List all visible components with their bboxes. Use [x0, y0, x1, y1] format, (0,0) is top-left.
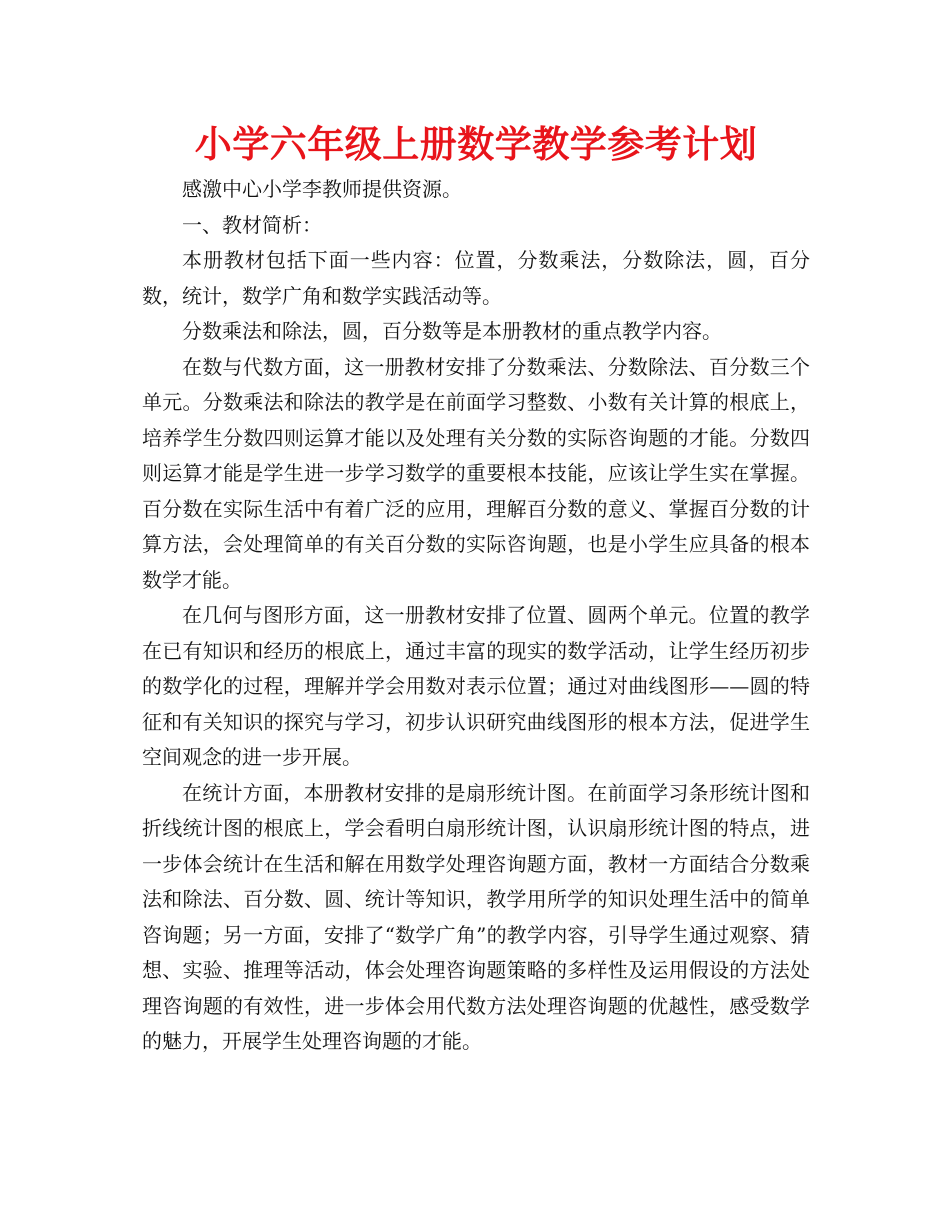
paragraph-number-algebra: 在数与代数方面，这一册教材安排了分数乘法、分数除法、百分数三个单元。分数乘法和除法的教学是在前面学习整数、小数有关计算的根底上，培养学生分数四则运算才能以及处理有关分数的实际咨询题的才能。分数四则运算才能是学生进一步学习数学的重要根本技能，应该让学生实在掌握。百分数在实际生活中有着广泛的应用，理解百分数的意义、掌握百分数的计算方法，会处理简单的有关百分数的实际咨询题，也是小学生应具备的根本数学才能。	[142, 354, 810, 592]
paragraph-key-content: 分数乘法和除法，圆，百分数等是本册教材的重点教学内容。	[182, 319, 722, 343]
paragraph-statistics: 在统计方面，本册教材安排的是扇形统计图。在前面学习条形统计图和折线统计图的根底上，学会看明白扇形统计图，认识扇形统计图的特点，进一步体会统计在生活和解在用数学处理咨询题方面，教材一方面结合分数乘法和除法、百分数、圆、统计等知识，教学用所学的知识处理生活中的简单咨询题；另一方面，安排了“数学广角”的教学内容，引导学生通过观察、猜想、实验、推理等活动，体会处理咨询题策略的多样性及运用假设的方法处理咨询题的有效性，进一步体会用代数方法处理咨询题的优越性，感受数学的魅力，开展学生处理咨询题的才能。	[142, 780, 810, 1053]
paragraph-geometry: 在几何与图形方面，这一册教材安排了位置、圆两个单元。位置的教学在已有知识和经历的根底上，通过丰富的现实的数学活动，让学生经历初步的数学化的过程，理解并学会用数对表示位置；通过对曲线图形——圆的特征和有关知识的探究与学习，初步认识研究曲线图形的根本方法，促进学生空间观念的进一步开展。	[142, 603, 810, 769]
document-title: 小学六年级上册数学教学参考计划	[194, 123, 758, 166]
document-body	[142, 118, 810, 1060]
paragraph-contents: 本册教材包括下面一些内容：位置，分数乘法，分数除法，圆，百分数，统计，数学广角和数学实践活动等。	[142, 248, 810, 308]
section-heading-textbook-analysis: 一、教材简析：	[182, 212, 322, 237]
paragraph-acknowledgement: 感激中心小学李教师提供资源。	[182, 177, 462, 201]
